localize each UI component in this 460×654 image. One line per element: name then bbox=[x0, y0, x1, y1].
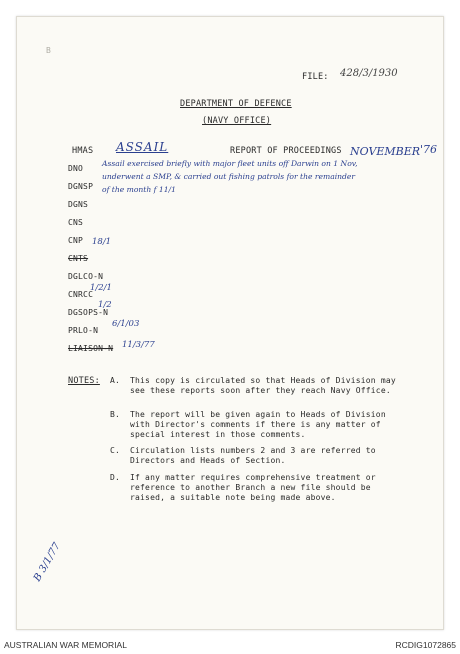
distribution-code: LIAISON-N bbox=[68, 344, 114, 353]
remark-line: underwent a SMP, & carried out fishing patrols for the remainder bbox=[102, 172, 356, 181]
distribution-initials: 6/1/03 bbox=[112, 319, 140, 329]
distribution-code: PRLO-N bbox=[68, 326, 99, 335]
archive-id: RCDIG1072865 bbox=[395, 640, 456, 650]
distribution-initials: 1/2/1 bbox=[90, 283, 112, 293]
distribution-code: CNP bbox=[68, 236, 84, 245]
corner-mark: B bbox=[46, 46, 51, 55]
distribution-code: CNRCC bbox=[68, 290, 94, 299]
distribution-code: CNTS bbox=[68, 254, 89, 263]
ship-name: ASSAIL bbox=[116, 140, 169, 154]
file-label: FILE: bbox=[302, 72, 329, 82]
archive-credit: AUSTRALIAN WAR MEMORIAL bbox=[4, 640, 127, 650]
note-text: This copy is circulated so that Heads of Division may see these reports soon after they reach Navy Office. bbox=[130, 376, 396, 395]
note-text: Circulation lists numbers 2 and 3 are referred to Directors and Heads of Section. bbox=[130, 446, 376, 465]
report-title: REPORT OF PROCEEDINGS bbox=[230, 146, 342, 156]
distribution-code: DNO bbox=[68, 164, 84, 173]
file-number: 428/3/1930 bbox=[340, 68, 398, 79]
distribution-code: DGNS bbox=[68, 200, 89, 209]
distribution-code: CNS bbox=[68, 218, 84, 227]
department-heading: DEPARTMENT OF DEFENCE bbox=[180, 99, 292, 109]
handwritten-annotation: B 3/1/77 bbox=[32, 541, 63, 584]
note-letter: C. bbox=[110, 446, 121, 455]
hmas-label: HMAS bbox=[72, 146, 94, 156]
notes-label: NOTES: bbox=[68, 376, 100, 386]
note-letter: D. bbox=[110, 473, 121, 482]
distribution-code: DGNSP bbox=[68, 182, 94, 191]
report-year: '76 bbox=[420, 143, 438, 156]
distribution-initials: 1/2 bbox=[98, 300, 112, 310]
distribution-code: DGLCO-N bbox=[68, 272, 104, 281]
report-month: NOVEMBER bbox=[350, 145, 421, 158]
note-text: If any matter requires comprehensive treatment or reference to another Branch a new file should be raised, a suitable note being made above. bbox=[130, 473, 376, 502]
distribution-initials: 11/3/77 bbox=[122, 340, 155, 350]
note-letter: B. bbox=[110, 410, 121, 419]
remark-line: of the month f 11/1 bbox=[102, 185, 176, 194]
remark-line: Assail exercised briefly with major fleet units off Darwin on 1 Nov, bbox=[102, 159, 358, 168]
note-text: The report will be given again to Heads of Division with Director's comments if there is any matter of special interest in those comments. bbox=[130, 410, 386, 439]
distribution-code: DGSOPS-N bbox=[68, 308, 109, 317]
distribution-initials: 18/1 bbox=[92, 237, 112, 247]
office-heading: (NAVY OFFICE) bbox=[202, 116, 272, 126]
note-letter: A. bbox=[110, 376, 121, 385]
